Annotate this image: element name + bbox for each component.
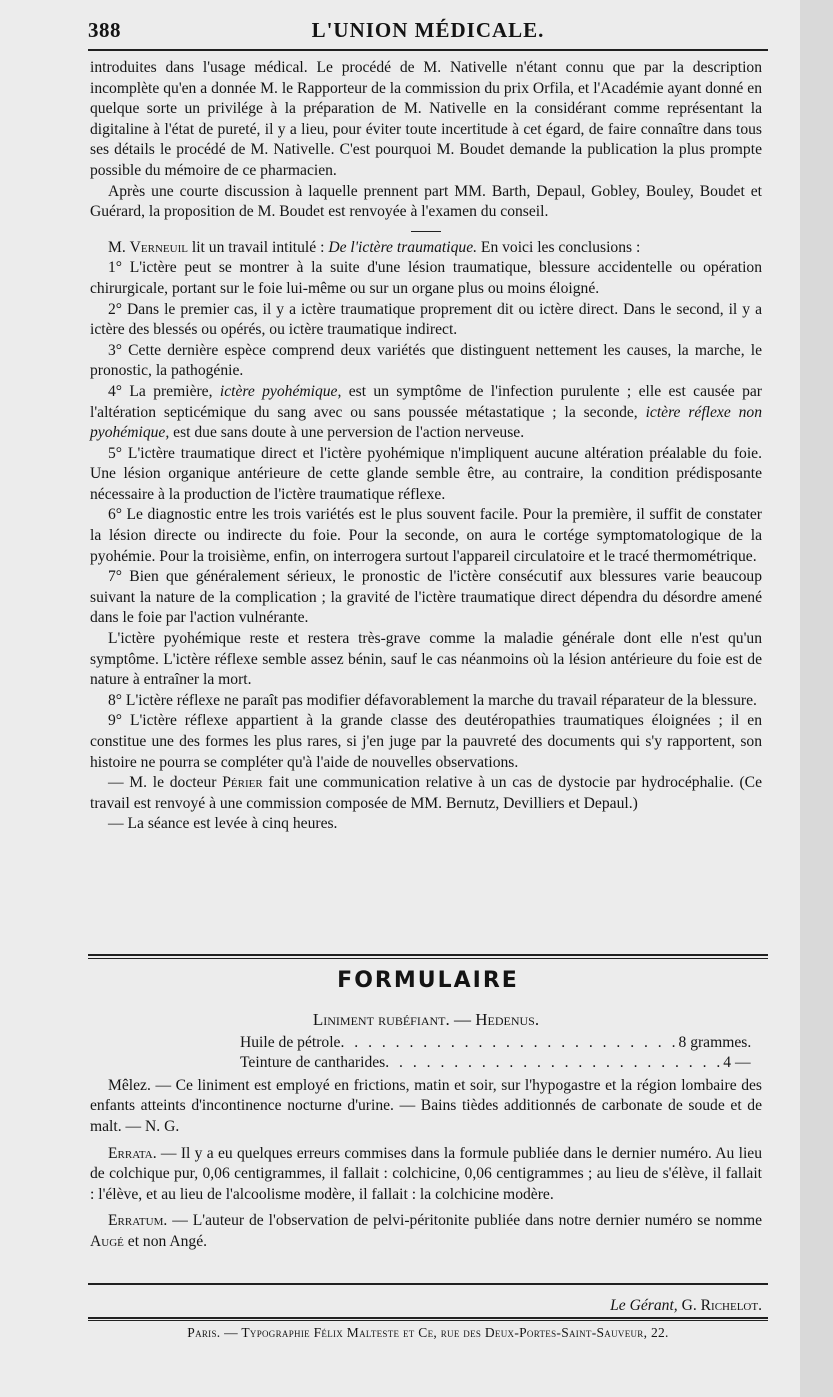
conclusion-7-continued: L'ictère pyohémique reste et restera très-grave comme la maladie générale dont elle n'est qu'un symptôme. L'ictère réflexe semble assez bénin, sauf le cas néanmoins où la lésion antérieure du foie est de nature à entraîner la mort. bbox=[90, 630, 762, 689]
paragraph-perier: — M. le docteur Périer fait une communication relative à un cas de dystocie par hydrocéphalie. (Ce travail est renvoyé à une commission composée de MM. Bernutz, Devilliers et Depaul.) bbox=[90, 774, 762, 812]
conclusion-3: 3° Cette dernière espèce comprend deux variétés que distinguent nettement les causes, la marche, le pronostic, la pathogénie. bbox=[90, 341, 762, 380]
formulaire-heading: FORMULAIRE bbox=[337, 968, 519, 993]
imprint-rule-top bbox=[88, 1317, 768, 1319]
imprint-rule-bottom bbox=[88, 1320, 768, 1321]
work-title: De l'ictère traumatique. bbox=[328, 238, 478, 256]
erratum-label: Erratum. bbox=[108, 1212, 168, 1230]
ingredient-row: Teinture de cantharides . . . . . . . . . . . . . . . . . . . . . . . . . 4 — bbox=[240, 1053, 660, 1074]
leader-dots: . . . . . . . . . . . . . . . . . . . . . . . . . bbox=[340, 1033, 679, 1051]
paragraph-verneuil: M. Verneuil lit un travail intitulé : De l'ictère traumatique. En voici les conclusions : bbox=[108, 238, 641, 256]
author-name: Verneuil bbox=[129, 238, 188, 256]
header-rule bbox=[88, 49, 768, 51]
paragraph-discussion: Après une courte discussion à laquelle prennent part MM. Barth, Depaul, Gobley, Bouley, Boudet et Guérard, la proposition de M. Boudet est renvoyée à l'examen du conseil. bbox=[90, 182, 762, 221]
conclusion-2: 2° Dans le premier cas, il y a ictère traumatique proprement dit ou ictère direct. Dans le second, il y a ictère des blessés ou opérés, ou ictère traumatique indirect. bbox=[90, 300, 762, 339]
conclusion-7: 7° Bien que généralement sérieux, le pronostic de l'ictère consécutif aux blessures varie beaucoup suivant la nature de la complication ; la gravité de l'ictère traumatique direct dépendra du désordre amené dans le foie par l'action vulnérante. bbox=[90, 568, 762, 627]
paragraph-closing: — La séance est levée à cinq heures. bbox=[108, 815, 338, 833]
page-header bbox=[88, 8, 768, 48]
conclusion-9: 9° L'ictère réflexe appartient à la grande classe des deutéropathies traumatiques éloignées ; il en constitue une des formes les plus rares, si j'en juge par la pauvreté des documents qui s'y rapportent, son histoire ne pourra se compléter qu'à l'aide de nouvelles observations. bbox=[90, 712, 762, 771]
errata-label: Errata. bbox=[108, 1144, 157, 1162]
conclusion-5: 5° L'ictère traumatique direct et l'ictère pyohémique n'impliquent aucune altération préalable du foie. Une lésion organique antérieure de cette glande semble être, au contraire, la condition prédisposante nécessaire à la production de l'ictère traumatique réflexe. bbox=[90, 444, 762, 503]
footer-rule bbox=[88, 1283, 768, 1285]
erratum-paragraph: Erratum. — L'auteur de l'observation de pelvi-péritonite publiée dans notre dernier numéro se nomme Augé et non Angé. bbox=[90, 1212, 762, 1250]
printer-imprint: Paris. — Typographie Félix Malteste et Ce, rue des Deux-Portes-Saint-Sauveur, 22. bbox=[187, 1325, 669, 1340]
conclusion-8: 8° L'ictère réflexe ne paraît pas modifier défavorablement la marche du travail réparateur de la blessure. bbox=[108, 691, 757, 709]
formulaire-section bbox=[90, 1010, 762, 1253]
author-name: Périer bbox=[222, 774, 263, 792]
conclusion-1: 1° L'ictère peut se montrer à la suite d'une lésion traumatique, blessure accidentelle ou opération chirurgicale, portant sur le foie lui-même ou sur un organe plus ou moins éloigné. bbox=[90, 259, 762, 297]
section-rule-bottom bbox=[88, 958, 768, 959]
article-body bbox=[90, 58, 762, 835]
errata-paragraph: Errata. — Il y a eu quelques erreurs commises dans la formule publiée dans le dernier numéro. Au lieu de colchique pur, 0,06 centigrammes, il fallait : colchicine, 0,06 centigrammes ; au lieu de s'élève, il fallait : l'élève, et au lieu de l'alcoolisme modère, il fallait : la colchicine modère. bbox=[90, 1144, 762, 1203]
section-rule-top bbox=[88, 954, 768, 956]
page-number: 388 bbox=[88, 18, 121, 42]
gerant-signature: Le Gérant, G. Richelot. bbox=[610, 1297, 762, 1314]
recipe-title: Liniment rubéfiant. — Hedenus. bbox=[312, 1010, 540, 1029]
conclusion-6: 6° Le diagnostic entre les trois variétés est le plus souvent facile. Pour la première, il suffit de constater la lésion directe ou indirecte du foie. Pour la seconde, on aura le cortége symptomatologique de la pyohémie. Pour la troisième, enfin, on interrogera surtout l'appareil circulatoire et le tracé thermométrique. bbox=[90, 506, 762, 565]
leader-dots: . . . . . . . . . . . . . . . . . . . . . . . . . bbox=[385, 1054, 724, 1072]
ingredient-row: Huile de pétrole . . . . . . . . . . . . . . . . . . . . . . . . . 8 grammes. bbox=[240, 1033, 660, 1054]
running-title: L'UNION MÉDICALE. bbox=[311, 18, 545, 42]
paragraph-nativelle: introduites dans l'usage médical. Le procédé de M. Nativelle n'étant connu que par la description incomplète qu'en a donnée M. le Rapporteur de la commission du prix Orfila, et l'Académie ayant donné en quelque sorte un privilége à la préparation de M. Nativelle en la considérant comme représentant la digitaline à l'état de pureté, il y a lieu, pour éviter toute incertitude à cet égard, de faire connaître dans tous ses détails le procédé de M. Nativelle. C'est pourquoi M. Boudet demande la publication la plus prompte possible du mémoire de ce pharmacien. bbox=[90, 59, 762, 179]
recipe-instructions: Mêlez. — Ce liniment est employé en frictions, matin et soir, sur l'hypogastre et la région lombaire des enfants atteints d'incontinence nocturne d'urine. — Bains tièdes additionnés de carbonate de soude et de malt. — N. G. bbox=[90, 1076, 762, 1135]
conclusion-4: 4° La première, ictère pyohémique, est un symptôme de l'infection purulente ; elle est causée par l'altération septicémique du sang avec ou sans poussée métastatique ; la seconde, ictère réflexe non pyohémique, est due sans doute à une perversion de l'action nerveuse. bbox=[90, 382, 762, 442]
section-separator bbox=[411, 231, 441, 232]
